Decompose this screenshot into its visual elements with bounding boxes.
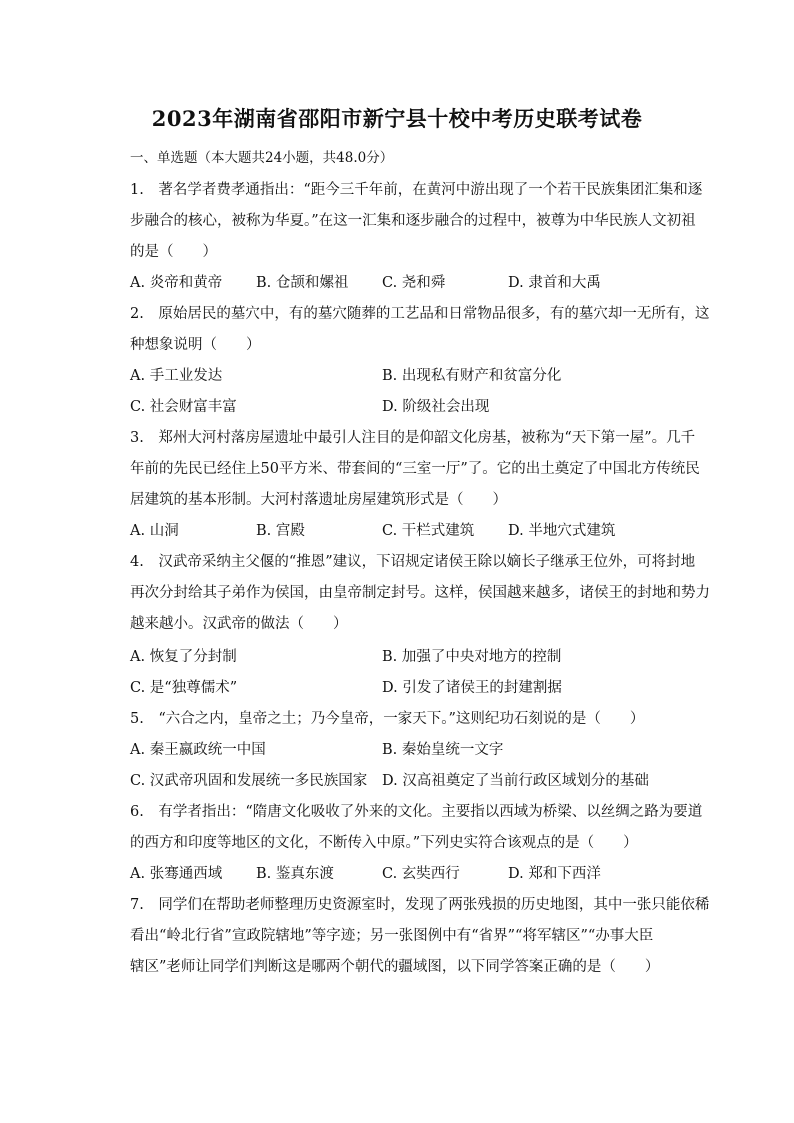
question-2-option-d: D. 阶级社会出现: [382, 399, 490, 415]
question-3-option-c: C. 干栏式建筑: [382, 523, 475, 539]
question-1-line-2: 步融合的核心，被称为华夏。”在这一汇集和逐步融合的过程中，被尊为中华民族人文初祖: [130, 213, 696, 229]
question-6-option-c: C. 玄奘西行: [382, 866, 460, 882]
question-5-option-b: B. 秦始皇统一文字: [382, 742, 504, 758]
question-6-option-d: D. 郑和下西洋: [508, 866, 601, 882]
question-1-option-d: D. 隶首和大禹: [508, 275, 601, 291]
question-4-line-1: 4. 汉武帝采纳主父偃的“推恩”建议，下诏规定诸侯王除以嫡长子继承王位外，可将封地: [130, 554, 696, 570]
question-5-option-c: C. 汉武帝巩固和发展统一多民族国家: [130, 773, 368, 789]
question-5-line-1: 5. “六合之内，皇帝之土；乃今皇帝，一家天下。”这则纪功石刻说的是（ ）: [130, 711, 645, 727]
question-7-line-3: 辖区”老师让同学们判断这是哪两个朝代的疆域图，以下同学答案正确的是（ ）: [130, 959, 660, 975]
question-2-option-a: A. 手工业发达: [130, 368, 223, 384]
question-6-option-b: B. 鉴真东渡: [256, 866, 334, 882]
page-title: 2023年湖南省邵阳市新宁县十校中考历史联考试卷: [151, 106, 643, 131]
question-1-line-1: 1. 著名学者费孝通指出：“距今三千年前，在黄河中游出现了一个若干民族集团汇集和逐: [130, 182, 703, 198]
question-1-line-3: 的是（ ）: [130, 244, 217, 260]
question-4-option-b: B. 加强了中央对地方的控制: [382, 649, 562, 665]
question-4-option-d: D. 引发了诸侯王的封建割据: [382, 680, 562, 696]
question-5-option-a: A. 秦王嬴政统一中国: [130, 742, 266, 758]
question-1-option-a: A. 炎帝和黄帝: [130, 275, 223, 291]
question-2-option-b: B. 出现私有财产和贫富分化: [382, 368, 562, 384]
question-6-line-2: 的西方和印度等地区的文化，不断传入中原。”下列史实符合该观点的是（ ）: [130, 835, 638, 851]
question-4-line-3: 越来越小。汉武帝的做法（ ）: [130, 616, 348, 632]
question-6-line-1: 6. 有学者指出：“隋唐文化吸收了外来的文化。主要指以西域为桥梁、以丝绸之路为要道: [130, 804, 703, 820]
question-7-line-2: 看出“岭北行省”宣政院辖地”等字迹；另一张图例中有“省界”“将军辖区”“办事大臣: [130, 928, 654, 944]
question-5-option-d: D. 汉高祖奠定了当前行政区域划分的基础: [382, 773, 649, 789]
question-3-line-2: 年前的先民已经住上50平方米、带套间的“三室一厅”了。它的出土奠定了中国北方传统民: [130, 461, 700, 477]
question-3-option-d: D. 半地穴式建筑: [508, 523, 616, 539]
question-2-option-c: C. 社会财富丰富: [130, 399, 237, 415]
question-7-line-1: 7. 同学们在帮助老师整理历史资源室时，发现了两张残损的历史地图，其中一张只能依稀: [130, 897, 710, 913]
question-4-line-2: 再次分封给其子弟作为侯国，由皇帝制定封号。这样，侯国越来越多，诸侯王的封地和势力: [130, 585, 710, 601]
question-2-line-2: 种想象说明（ ）: [130, 337, 261, 353]
question-3-option-b: B. 宫殿: [256, 523, 305, 539]
question-4-option-a: A. 恢复了分封制: [130, 649, 237, 665]
section-heading: 一、单选题（本大题共24小题，共48.0分）: [130, 150, 394, 166]
question-3-line-3: 居建筑的基本形制。大河村落遗址房屋建筑形式是（ ）: [130, 492, 507, 508]
question-4-option-c: C. 是“独尊儒术”: [130, 680, 238, 696]
question-6-option-a: A. 张骞通西域: [130, 866, 223, 882]
question-3-line-1: 3. 郑州大河村落房屋遗址中最引人注目的是仰韶文化房基，被称为“天下第一屋”。几千: [130, 430, 696, 446]
question-1-option-b: B. 仓颉和嫘祖: [256, 275, 349, 291]
question-3-option-a: A. 山洞: [130, 523, 179, 539]
question-2-line-1: 2. 原始居民的墓穴中，有的墓穴随葬的工艺品和日常物品很多，有的墓穴却一无所有，这: [130, 306, 710, 322]
question-1-option-c: C. 尧和舜: [382, 275, 446, 291]
